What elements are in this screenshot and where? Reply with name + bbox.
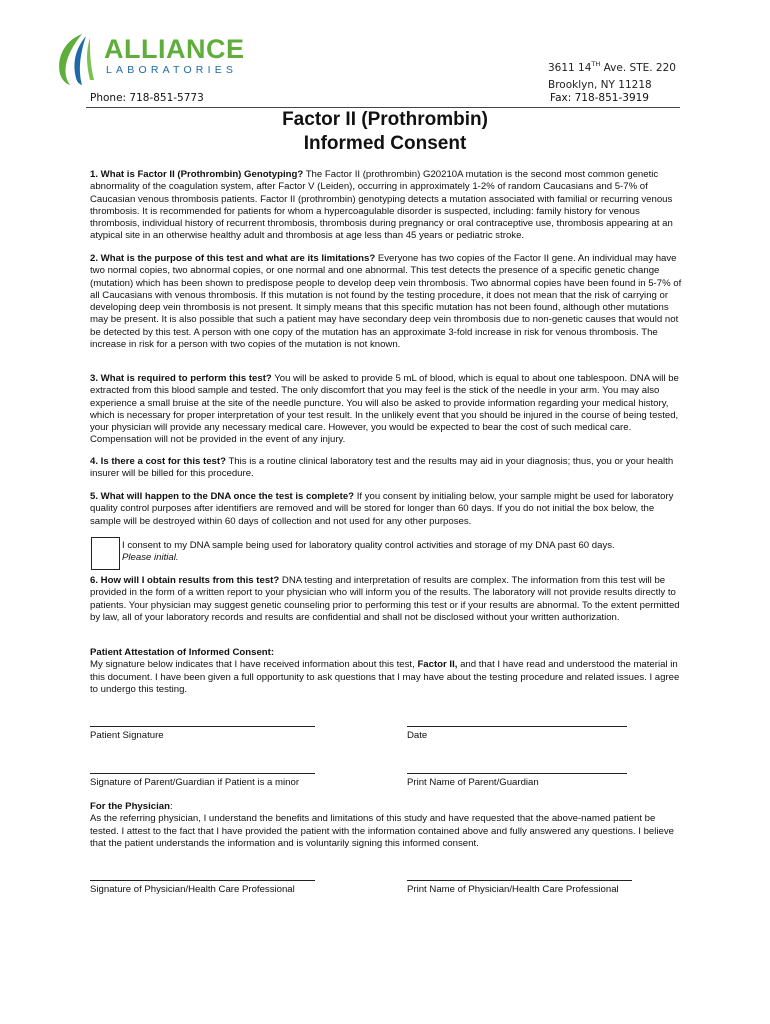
section-answer: Everyone has two copies of the Factor II gene. An individual may have two normal copies, two abnormal copies, or one normal and one abnormal. This test detects the presence of a specific genetic change (mutation) which has been shown to predispose people to develop deep vein thrombosis. Two abnormal copies have been found in 5-7% of all Caucasians with venous thrombosis. If this mutation is not found by the testing procedure, it does not mean that the risk of carrying or developing deep vein thrombosis is not present. It simply means that this specific mutation has not been found, although other mutations may be present. It is also possible that such a patient may have secondary deep vein thrombosis due to non-genetic causes that would not be detected by this test. A person with one copy of the mutation has an approximate 3-fold increase in risk for venous thrombosis. The increase in risk for a person with two copies of the mutation is not known. xyxy=(90,253,682,351)
physician-print-line[interactable] xyxy=(407,880,632,881)
date-label: Date xyxy=(407,730,428,741)
section-5 xyxy=(90,491,682,528)
section-6 xyxy=(90,575,682,624)
attestation-text: My signature below indicates that I have received information about this test, Factor II, and that I have read and understood the material in this document. I have been given a full opportunity to ask questions that I may have about the testing procedure and related issues. I agree to undergo this testing. xyxy=(90,659,680,695)
address-line-2: Brooklyn, NY 11218 xyxy=(548,79,652,91)
section-2 xyxy=(90,253,682,351)
section-question: 3. What is required to perform this test? xyxy=(90,373,272,384)
consent-statement xyxy=(122,540,615,565)
patient-signature-label: Patient Signature xyxy=(90,730,164,741)
header-divider xyxy=(86,107,680,108)
guardian-signature-label: Signature of Parent/Guardian if Patient is a minor xyxy=(90,777,300,788)
section-question: 5. What will happen to the DNA once the test is complete? xyxy=(90,491,355,502)
guardian-signature-line[interactable] xyxy=(90,773,315,774)
logo-subtitle: LABORATORIES xyxy=(106,64,238,76)
section-question: 1. What is Factor II (Prothrombin) Genotyping? xyxy=(90,169,304,180)
date-line[interactable] xyxy=(407,726,627,727)
initial-box[interactable] xyxy=(91,537,120,570)
consent-text: I consent to my DNA sample being used for laboratory quality control activities and storage of my DNA past 60 days. xyxy=(122,540,615,551)
guardian-print-label: Print Name of Parent/Guardian xyxy=(407,777,539,788)
section-answer: The Factor II (prothrombin) G20210A mutation is the second most common genetic abnormality of the coagulation system, after Factor V (Leiden), occurring in approximately 1-2% of random Caucasians and 5-7% of Caucasian venous thrombosis patients. Factor II (prothrombin) genotyping detects a mutation associated with familial or recurring venous thrombosis. It is recommended for patients for whom a hypercoagulable disorder is suspected, including: family history for venous thrombosis, individual history of recurrent thrombosis, thrombosis during pregnancy or oral contraceptive use, thrombosis appearing at an atypical site in an otherwise healthy adult and thrombosis at age less than 45 years or pediatric stroke. xyxy=(90,169,673,242)
section-1 xyxy=(90,169,682,243)
section-answer: If you consent by initialing below, your sample might be used for laboratory quality control purposes after identifiers are removed and will be stored for longer than 60 days. If you do not initial the box below, the sample will be destroyed within 60 days of collection and not used for any other purposes. xyxy=(90,491,674,527)
patient-attestation xyxy=(90,647,682,696)
form-title-line-2: Informed Consent xyxy=(303,133,467,154)
lab-fax: Fax: 718-851-3919 xyxy=(550,92,649,104)
physician-text: As the referring physician, I understand the benefits and limitations of this study and have requested that the above-named patient be tested. I attest to the fact that I have provided the patient with the information contained above and fully answered any questions. I believe that the patient understands the information and is voluntarily signing this informed consent. xyxy=(90,813,674,849)
lab-phone: Phone: 718-851-5773 xyxy=(90,92,204,104)
alliance-logo-mark-icon xyxy=(52,30,106,86)
section-question: 2. What is the purpose of this test and what are its limitations? xyxy=(90,253,376,264)
section-question: 6. How will I obtain results from this test? xyxy=(90,575,280,586)
section-answer: This is a routine clinical laboratory test and the results may aid in your diagnosis; thus, you or your health insurer will be billed for this procedure. xyxy=(90,456,674,480)
physician-section: For the Physician: As the referring physician, I understand the benefits and limitations of this study and have requested that the above-named patient be tested. I attest to the fact that I have provided the patient with the information contained above and fully answered any questions. I believe that the patient understands the information and is voluntarily signing this informed consent. xyxy=(90,801,682,850)
form-title-line-1: Factor II (Prothrombin) xyxy=(282,109,488,130)
physician-heading: For the Physician xyxy=(90,801,170,812)
address-line-1: 3611 14TH Ave. STE. 220 xyxy=(548,60,676,74)
patient-signature-line[interactable] xyxy=(90,726,315,727)
guardian-print-line[interactable] xyxy=(407,773,627,774)
section-question: 4. Is there a cost for this test? xyxy=(90,456,226,467)
section-4 xyxy=(90,456,682,481)
alliance-logo xyxy=(52,30,245,90)
attestation-heading: Patient Attestation of Informed Consent: xyxy=(90,647,275,658)
physician-signature-line[interactable] xyxy=(90,880,315,881)
lab-address xyxy=(548,56,676,94)
physician-print-label: Print Name of Physician/Health Care Professional xyxy=(407,884,619,895)
physician-signature-label: Signature of Physician/Health Care Professional xyxy=(90,884,295,895)
logo-wordmark: ALLIANCE xyxy=(104,34,245,64)
section-answer: You will be asked to provide 5 mL of blood, which is equal to about one tablespoon. DNA will be extracted from this blood sample and tested. The only discomfort that you may feel is the stick of the needle in your arm. You may also experience a small bruise at the site of the needle puncture. You will also be asked to provide information regarding your medical history, which is necessary for proper interpretation of your test result. In the unlikely event that you should be injured in the course of being tested, your physician will provide any necessary medical care. However, you would be expected to bear the cost of such medical care. Compensation will not be provided in the event of any injury. xyxy=(90,373,679,446)
section-answer: DNA testing and interpretation of results are complex. The information from this test will be provided in the form of a written report to your physician who will inform you of the results. The laboratory will not provide results directly to patients. Your physician may suggest genetic counseling prior to performing this test or if your results are abnormal. To the extent permitted by law, all of your laboratory records and results are confidential and shall not be disclosed without your written authorization. xyxy=(90,575,680,623)
initial-instruction: Please initial. xyxy=(122,552,179,564)
section-3 xyxy=(90,373,682,447)
